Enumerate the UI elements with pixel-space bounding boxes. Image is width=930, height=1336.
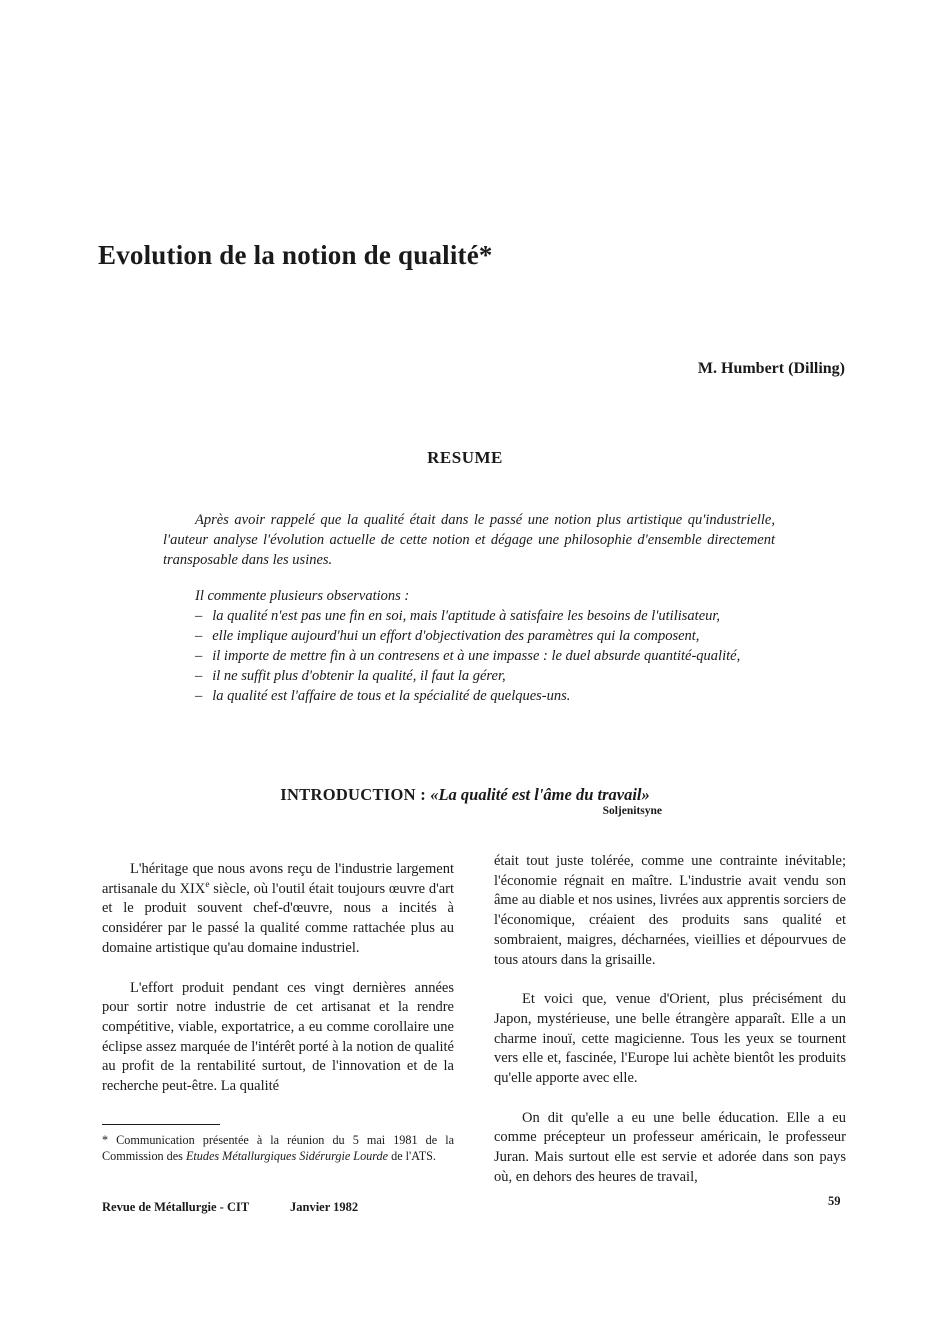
author-line: M. Humbert (Dilling) <box>697 360 845 377</box>
footnote-divider <box>102 1124 220 1125</box>
observation-item <box>163 646 775 666</box>
observation-text: elle implique aujourd'hui un effort d'objectivation des paramètres qui la composent, <box>212 628 700 644</box>
body-paragraph: On dit qu'elle a eu une belle éducation. Elle a eu comme précepteur un professeur américain, le professeur Juran. Mais surtout elle est servie et adorée dans son pays où, en dehors des heures de travail, <box>494 1109 846 1185</box>
footnote-commission-name: Etudes Métallurgiques Sidérurgie Lourde <box>185 1148 389 1163</box>
quote-attribution: Soljenitsyne <box>602 805 662 817</box>
introduction-label: INTRODUCTION : <box>280 785 427 804</box>
footnote: * Communication présentée à la réunion du 5 mai 1981 de la Commission des Etudes Métallurgiques Sidérurgie Lourde de l'ATS. <box>102 1133 454 1163</box>
abstract-paragraph: Après avoir rappelé que la qualité était dans le passé une notion plus artistique qu'industrielle, l'auteur analyse l'évolution actuelle de cette notion et dégage une philosophie d'ensemble directement transposable dans les usines. <box>163 512 775 568</box>
observation-text: il ne suffit plus d'obtenir la qualité, il faut la gérer, <box>212 668 506 684</box>
superscript: e <box>205 879 210 890</box>
introduction-heading <box>0 785 930 805</box>
observation-item <box>163 686 775 706</box>
abstract-observations <box>163 586 775 706</box>
dash-marker: – <box>195 628 203 644</box>
body-paragraph: L'héritage que nous avons reçu de l'industrie largement artisanale du XIXe siècle, où l'outil était toujours œuvre d'art et le produit souvent chef-d'œuvre, nous a incités à considérer par le passé la qualité comme rattachée plus au domaine artistique qu'au domaine industriel. <box>102 861 454 956</box>
resume-heading: RESUME <box>427 448 503 467</box>
observation-text: il importe de mettre fin à un contresens et à une impasse : le duel absurde quantité-qualité, <box>212 648 741 664</box>
dash-marker: – <box>195 668 203 684</box>
observation-item <box>163 666 775 686</box>
body-paragraph: était tout juste tolérée, comme une contrainte inévitable; l'économie régnait en maître. L'industrie avait vendu son âme au diable et nos usines, livrées aux apprentis sorciers de l'économique, créaient des produits sans qualité et sombraient, maigres, décharnées, vieillies et dépourvues de tous atours dans la grisaille. <box>494 853 846 968</box>
observation-item <box>163 606 775 626</box>
body-paragraph: L'effort produit pendant ces vingt dernières années pour sortir notre industrie de cet artisanat et la rendre compétitive, viable, exportatrice, a eu comme corollaire une éclipse assez marquée de l'intérêt porté à la notion de qualité au profit de la rentabilité surtout, de l'innovation et de la recherche peut-être. La qualité <box>102 979 454 1095</box>
observation-item <box>163 626 775 646</box>
body-column-right <box>494 852 846 1208</box>
body-column-left <box>102 860 454 1117</box>
dash-marker: – <box>195 608 203 624</box>
footer-date: Janvier 1982 <box>290 1200 359 1214</box>
observation-text: la qualité est l'affaire de tous et la spécialité de quelques-uns. <box>212 688 571 704</box>
article-title: Evolution de la notion de qualité* <box>98 240 493 270</box>
dash-marker: – <box>195 648 203 664</box>
introduction-quote: «La qualité est l'âme du travail» <box>430 785 650 804</box>
dash-marker: – <box>195 688 203 704</box>
body-paragraph: Et voici que, venue d'Orient, plus précisément du Japon, mystérieuse, une belle étrangère apparaît. Elle a un charme inouï, cette magicienne. Tous les yeux se tournent vers elle et, fascinée, l'Europe lui achète bientôt les produits qu'elle apporte avec elle. <box>494 991 846 1087</box>
page-number: 59 <box>828 1194 841 1208</box>
observation-text: la qualité n'est pas une fin en soi, mais l'aptitude à satisfaire les besoins de l'utilisateur, <box>212 608 721 624</box>
observations-intro: Il commente plusieurs observations : <box>195 588 410 604</box>
footer-journal-name: Revue de Métallurgie - CIT <box>102 1200 250 1214</box>
